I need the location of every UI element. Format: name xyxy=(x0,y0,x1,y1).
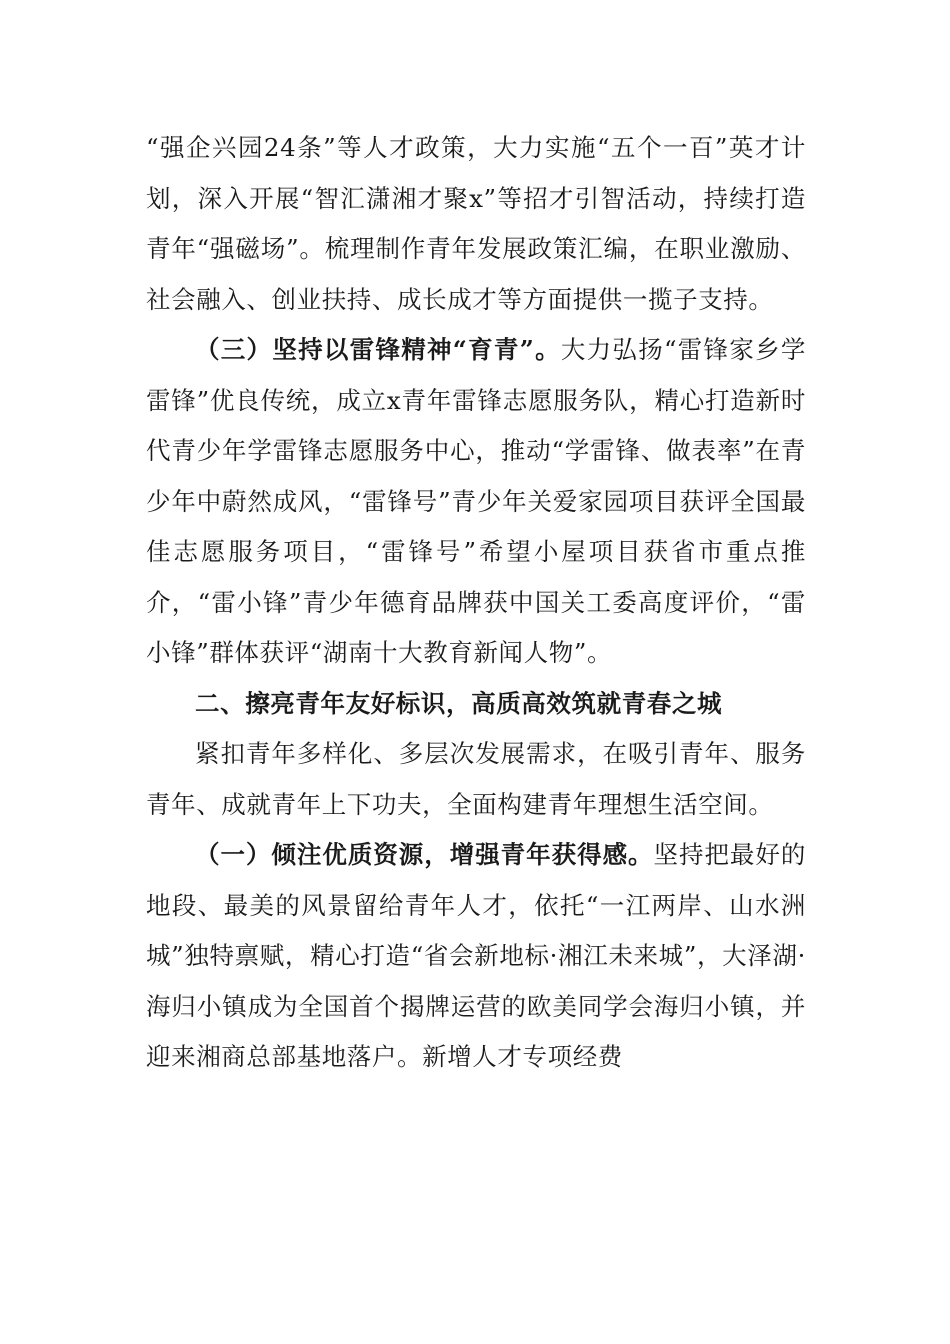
paragraph-quality-resources xyxy=(146,830,806,1083)
document-page xyxy=(146,123,806,1083)
paragraph-youth-needs: 紧扣青年多样化、多层次发展需求，在吸引青年、服务青年、成就青年上下功夫，全面构建青年理想生活空间。 xyxy=(146,739,806,819)
section-lead-quality-resources: （一）倾注优质资源，增强青年获得感。 xyxy=(195,840,654,869)
paragraph-talent-policy: “强企兴园24条”等人才政策，大力实施“五个一百”英才计划，深入开展“智汇潇湘才聚x”等招才引智活动，持续打造青年“强磁场”。梳理制作青年发展政策汇编，在职业激励、社会融入、创业扶持、成长成才等方面提供一揽子支持。 xyxy=(146,133,806,314)
section-lead-lei-feng: （三）坚持以雷锋精神“育青”。 xyxy=(195,335,561,364)
paragraph-lei-feng-body: 大力弘扬“雷锋家乡学雷锋”优良传统，成立x青年雷锋志愿服务队，精心打造新时代青少年学雷锋志愿服务中心，推动“学雷锋、做表率”在青少年中蔚然成风，“雷锋号”青少年关爱家园项目获评全国最佳志愿服务项目，“雷锋号”希望小屋项目获省市重点推介，“雷小锋”青少年德育品牌获中国关工委高度评价，“雷小锋”群体获评“湖南十大教育新闻人物”。 xyxy=(146,335,806,667)
paragraph-lei-feng xyxy=(146,325,806,679)
paragraph-quality-resources-body: 坚持把最好的地段、最美的风景留给青年人才，依托“一江两岸、山水洲城”独特禀赋，精心打造“省会新地标·湘江未来城”，大泽湖·海归小镇成为全国首个揭牌运营的欧美同学会海归小镇，并迎来湘商总部基地落户。新增人才专项经费 xyxy=(146,840,806,1071)
section-heading-two: 二、擦亮青年友好标识，高质高效筑就青春之城 xyxy=(195,688,723,718)
